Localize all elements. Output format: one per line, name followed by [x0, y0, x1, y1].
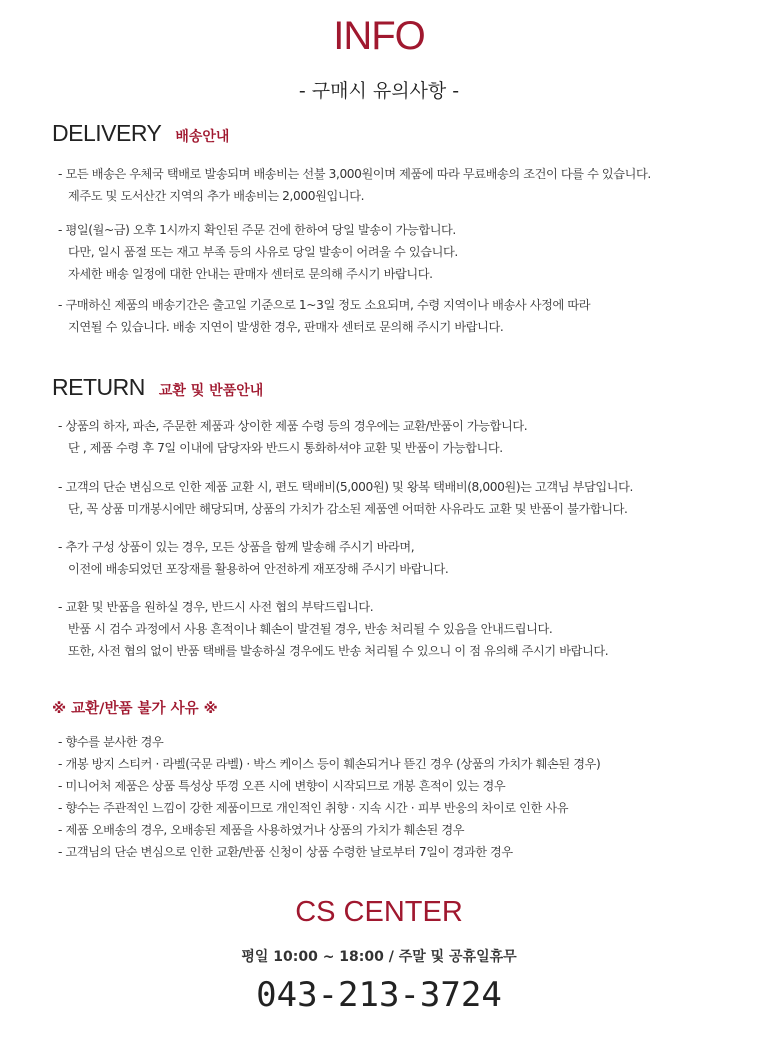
return-text-line: - 상품의 하자, 파손, 주문한 제품과 상이한 제품 수령 등의 경우에는 교환/반품이 가능합니다.	[58, 419, 528, 433]
delivery-paragraph-2	[58, 219, 738, 285]
return-text-line: 또한, 사전 협의 없이 반품 택배를 발송하실 경우에도 반송 처리될 수 있으니 이 점 유의해 주시기 바랍니다.	[68, 644, 609, 658]
delivery-text-line: - 모든 배송은 우체국 택배로 발송되며 배송비는 선불 3,000원이며 제품에 따라 무료배송의 조건이 다를 수 있습니다.	[58, 167, 651, 181]
return-text-line: 반품 시 검수 과정에서 사용 흔적이나 훼손이 발견될 경우, 반송 처리될 수 있음을 안내드립니다.	[68, 622, 553, 636]
return-text-line: - 교환 및 반품을 원하실 경우, 반드시 사전 협의 부탁드립니다.	[58, 600, 374, 614]
return-paragraph-2	[58, 476, 738, 520]
return-text-line: 이전에 배송되었던 포장재를 활용하여 안전하게 재포장해 주시기 바랍니다.	[68, 562, 449, 576]
list-item: - 향수를 분사한 경우	[58, 735, 164, 749]
return-text-line: - 고객의 단순 변심으로 인한 제품 교환 시, 편도 택배비(5,000원) 및 왕복 택배비(8,000원)는 고객님 부담입니다.	[58, 480, 633, 494]
delivery-text-line: - 평일(월~금) 오후 1시까지 확인된 주문 건에 한하여 당일 발송이 가능합니다.	[58, 223, 456, 237]
info-title: INFO	[333, 14, 425, 58]
delivery-text-line: 자세한 배송 일정에 대한 안내는 판매자 센터로 문의해 주시기 바랍니다.	[68, 267, 433, 281]
cs-phone-number: 043-213-3724	[256, 975, 502, 1015]
return-title-en: RETURN	[52, 374, 145, 400]
cs-center-title: CS CENTER	[295, 896, 463, 928]
list-item: - 제품 오배송의 경우, 오배송된 제품을 사용하였거나 상품의 가치가 훼손된 경우	[58, 823, 465, 837]
return-text-line: 단, 꼭 상품 미개봉시에만 해당되며, 상품의 가치가 감소된 제품엔 어떠한 사유라도 교환 및 반품이 불가합니다.	[68, 502, 628, 516]
list-item: - 향수는 주관적인 느낌이 강한 제품이므로 개인적인 취향 · 지속 시간 · 피부 반응의 차이로 인한 사유	[58, 801, 569, 815]
delivery-text-line: 다만, 일시 품절 또는 재고 부족 등의 사유로 당일 발송이 어려울 수 있습니다.	[68, 245, 458, 259]
list-item: - 고객님의 단순 변심으로 인한 교환/반품 신청이 상품 수령한 날로부터 7일이 경과한 경우	[58, 845, 513, 859]
no-return-reasons-list	[58, 731, 738, 863]
return-title-kr: 교환 및 반품안내	[158, 383, 264, 399]
delivery-text-line: - 구매하신 제품의 배송기간은 출고일 기준으로 1~3일 정도 소요되며, 수령 지역이나 배송사 사정에 따라	[58, 298, 591, 312]
delivery-title-en: DELIVERY	[52, 120, 162, 146]
no-return-reasons-heading: ※ 교환/반품 불가 사유 ※	[52, 701, 218, 717]
return-paragraph-4	[58, 596, 738, 662]
cs-hours: 평일 10:00 ~ 18:00 / 주말 및 공휴일휴무	[241, 949, 517, 965]
return-text-line: - 추가 구성 상품이 있는 경우, 모든 상품을 함께 발송해 주시기 바라며,	[58, 540, 415, 554]
return-text-line: 단 , 제품 수령 후 7일 이내에 담당자와 반드시 통화하셔야 교환 및 반품이 가능합니다.	[68, 441, 503, 455]
delivery-paragraph-3	[58, 294, 738, 338]
delivery-text-line: 제주도 및 도서산간 지역의 추가 배송비는 2,000원입니다.	[68, 189, 365, 203]
delivery-title-kr: 배송안내	[175, 129, 230, 145]
return-paragraph-1	[58, 415, 738, 459]
return-heading	[52, 374, 263, 401]
info-subtitle: - 구매시 유의사항 -	[298, 80, 460, 102]
return-paragraph-3	[58, 536, 738, 580]
list-item: - 개봉 방지 스티커 · 라벨(국문 라벨) · 박스 케이스 등이 훼손되거나 뜯긴 경우 (상품의 가치가 훼손된 경우)	[58, 757, 601, 771]
delivery-paragraph-1	[58, 163, 738, 207]
delivery-heading	[52, 120, 229, 147]
delivery-text-line: 지연될 수 있습니다. 배송 지연이 발생한 경우, 판매자 센터로 문의해 주시기 바랍니다.	[68, 320, 504, 334]
list-item: - 미니어처 제품은 상품 특성상 뚜껑 오픈 시에 변향이 시작되므로 개봉 흔적이 있는 경우	[58, 779, 506, 793]
